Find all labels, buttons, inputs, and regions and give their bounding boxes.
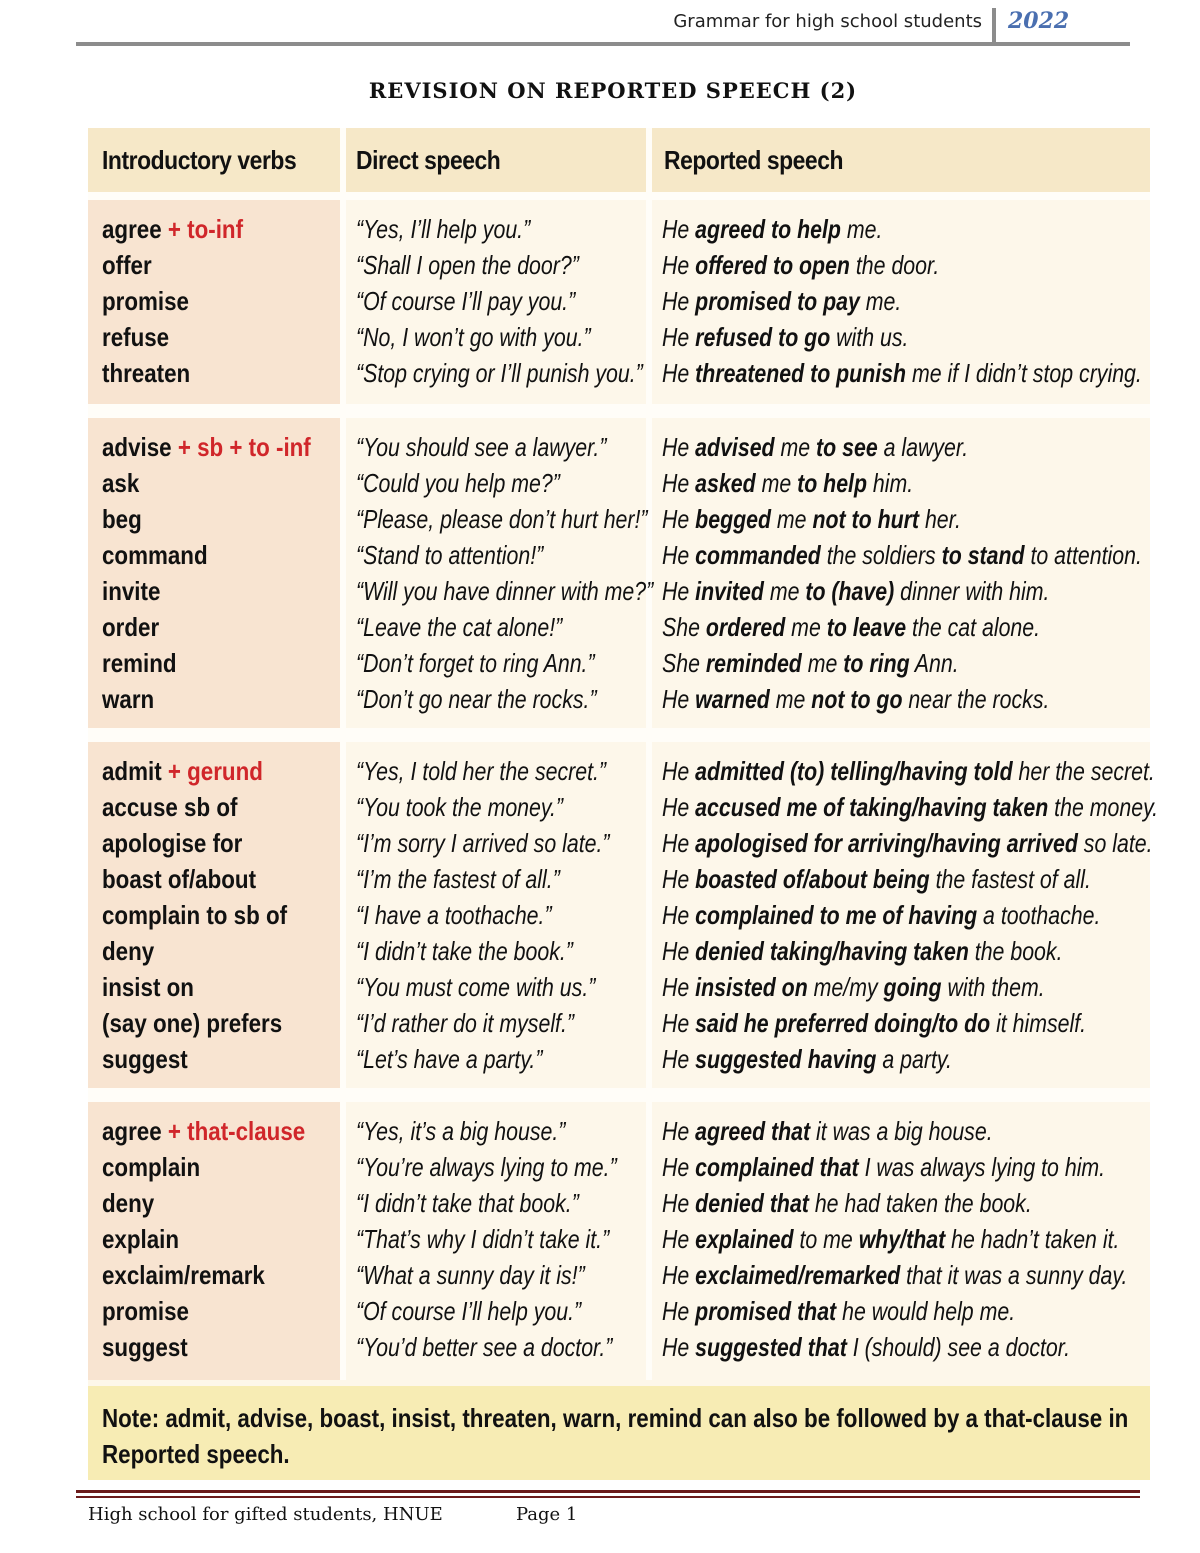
row-gap <box>88 1088 1150 1102</box>
reported-keyword: agreed to help <box>695 214 841 244</box>
reported-text: him. <box>867 468 914 498</box>
reported-text: me. <box>840 214 883 244</box>
direct-speech-cell: “You’d better see a doctor.” <box>356 1332 613 1362</box>
direct-speech-cell: “I didn’t take the book.” <box>356 936 573 966</box>
reported-text: he would help me. <box>836 1296 1016 1326</box>
reported-text: the door. <box>849 250 940 280</box>
row-gap <box>88 192 1150 200</box>
reported-text: I was always lying to him. <box>858 1152 1106 1182</box>
verb-text: apologise for <box>102 828 243 858</box>
reported-text: He <box>662 828 696 858</box>
direct-speech-cell: “Shall I open the door?” <box>356 250 579 280</box>
header-subject: Grammar for high school students <box>673 11 982 32</box>
reported-keyword: complained that <box>695 1152 859 1182</box>
verb-pattern: + to-inf <box>161 214 244 244</box>
reported-keyword: denied that <box>695 1188 809 1218</box>
reported-speech-cell <box>662 1188 1032 1224</box>
reported-speech-cell <box>662 1260 1127 1296</box>
reported-text: He <box>662 1296 696 1326</box>
verb-text: suggest <box>102 1044 188 1074</box>
reported-text: with us. <box>830 322 909 352</box>
reported-text: He <box>662 468 696 498</box>
note-line: Reported speech. <box>102 1439 290 1469</box>
footer-rule <box>76 1496 1140 1498</box>
verb-cell <box>102 468 139 504</box>
verb-cell <box>102 540 208 576</box>
verb-cell <box>102 504 142 540</box>
reported-text: He <box>662 1008 696 1038</box>
reported-text: her the secret. <box>1012 756 1155 786</box>
reported-keyword: suggested that <box>695 1332 847 1362</box>
reported-speech-cell <box>662 504 961 540</box>
reported-text: me <box>774 432 817 462</box>
footer-page-number: Page 1 <box>516 1504 578 1525</box>
verb-cell <box>102 286 189 322</box>
reported-text: He <box>662 792 696 822</box>
direct-speech-cell: “Let’s have a party.” <box>356 1044 543 1074</box>
reported-keyword: why/that <box>858 1224 946 1254</box>
reported-text: He <box>662 900 696 930</box>
direct-speech-cell: “I’m sorry I arrived so late.” <box>356 828 610 858</box>
verb-text: ask <box>102 468 140 498</box>
verb-cell <box>102 576 160 612</box>
reported-keyword: to leave <box>826 612 907 642</box>
reported-text: I (should) see a doctor. <box>846 1332 1071 1362</box>
verb-text: insist on <box>102 972 194 1002</box>
reported-keyword: invited <box>695 576 764 606</box>
reported-keyword: said he preferred doing/to do <box>695 1008 991 1038</box>
reported-text: the soldiers <box>820 540 942 570</box>
reported-text: me <box>801 648 844 678</box>
direct-speech-cell: “Could you help me?” <box>356 468 560 498</box>
direct-speech-cell: “I’m the fastest of all.” <box>356 864 560 894</box>
reported-keyword: not to go <box>811 684 903 714</box>
reported-text: me <box>785 612 827 642</box>
verb-text: warn <box>102 684 155 714</box>
reported-keyword: accused me of taking/having taken <box>695 792 1049 822</box>
reported-text: that it was a sunny day. <box>900 1260 1128 1290</box>
reported-keyword: promised that <box>695 1296 837 1326</box>
reported-text: He <box>662 1188 696 1218</box>
direct-speech-cell: “What a sunny day it is!” <box>356 1260 585 1290</box>
verb-cell <box>102 214 243 250</box>
reported-text: He <box>662 250 696 280</box>
reported-text: me <box>769 684 812 714</box>
reported-text: the book. <box>968 936 1063 966</box>
reported-text: He <box>662 432 696 462</box>
direct-speech-cell: “You’re always lying to me.” <box>356 1152 617 1182</box>
reported-text: a party. <box>876 1044 952 1074</box>
verb-text: offer <box>102 250 152 280</box>
reported-text: Ann. <box>909 648 959 678</box>
verb-cell <box>102 972 194 1008</box>
verb-text: advise <box>102 432 172 462</box>
reported-keyword: reminded <box>705 648 802 678</box>
reported-keyword: to help <box>797 468 867 498</box>
verb-text: deny <box>102 1188 155 1218</box>
verb-cell <box>102 792 237 828</box>
verb-text: explain <box>102 1224 180 1254</box>
reported-speech-cell <box>662 250 939 286</box>
verb-cell <box>102 1260 265 1296</box>
verb-cell <box>102 1044 188 1080</box>
reported-text: a toothache. <box>977 900 1101 930</box>
verb-cell <box>102 684 154 720</box>
reported-keyword: warned <box>695 684 770 714</box>
reported-text: so late. <box>1077 828 1153 858</box>
reported-text: He <box>662 756 696 786</box>
verb-cell <box>102 864 256 900</box>
direct-speech-cell: “You took the money.” <box>356 792 563 822</box>
reported-keyword: to ring <box>843 648 910 678</box>
verb-cell <box>102 828 242 864</box>
verb-cell <box>102 1188 154 1224</box>
page-title: REVISION ON REPORTED SPEECH (2) <box>368 78 858 103</box>
reported-text: the fastest of all. <box>929 864 1091 894</box>
reported-text: with them. <box>941 972 1045 1002</box>
reported-keyword: to see <box>816 432 878 462</box>
verb-text: exclaim/remark <box>102 1260 265 1290</box>
reported-text: he hadn’t taken it. <box>945 1224 1120 1254</box>
reported-keyword: admitted (to) telling/having told <box>695 756 1013 786</box>
reported-speech-cell <box>662 648 959 684</box>
reported-text: it was a big house. <box>810 1116 993 1146</box>
column-divider <box>340 128 346 1380</box>
reported-speech-cell <box>662 322 908 358</box>
reported-keyword: promised to pay <box>695 286 860 316</box>
reported-speech-cell <box>662 900 1100 936</box>
direct-speech-cell: “I didn’t take that book.” <box>356 1188 579 1218</box>
verb-text: (say one) prefers <box>102 1008 283 1038</box>
verb-cell <box>102 358 190 394</box>
reported-text: She <box>662 648 706 678</box>
reported-text: to me <box>793 1224 859 1254</box>
reported-keyword: suggested having <box>695 1044 877 1074</box>
reported-keyword: agreed that <box>695 1116 811 1146</box>
reported-speech-cell <box>662 936 1062 972</box>
reported-text: He <box>662 322 696 352</box>
verb-cell <box>102 936 154 972</box>
verb-cell <box>102 756 263 792</box>
reported-text: me <box>763 576 806 606</box>
verb-cell <box>102 1008 282 1044</box>
reported-speech-cell <box>662 756 1155 792</box>
reported-text: He <box>662 684 696 714</box>
reported-keyword: insisted on <box>695 972 808 1002</box>
reported-text: He <box>662 1044 696 1074</box>
reported-keyword: offered to open <box>695 250 850 280</box>
reported-text: me <box>755 468 798 498</box>
verb-text: suggest <box>102 1332 188 1362</box>
direct-speech-cell: “Yes, it’s a big house.” <box>356 1116 566 1146</box>
direct-speech-cell: “Leave the cat alone!” <box>356 612 563 642</box>
column-header-reported: Reported speech <box>664 145 844 175</box>
reported-speech-cell <box>662 540 1142 576</box>
reported-speech-cell <box>662 1224 1119 1260</box>
reported-keyword: complained to me of having <box>695 900 978 930</box>
reported-keyword: to (have) <box>805 576 895 606</box>
direct-speech-cell: “Please, please don’t hurt her!” <box>356 504 648 534</box>
column-divider <box>646 128 652 1380</box>
direct-speech-cell: “No, I won’t go with you.” <box>356 322 591 352</box>
reported-text: me if I didn’t stop crying. <box>906 358 1142 388</box>
direct-speech-cell: “Stand to attention!” <box>356 540 544 570</box>
verb-text: accuse sb of <box>102 792 238 822</box>
direct-speech-cell: “You must come with us.” <box>356 972 596 1002</box>
reported-keyword: commanded <box>695 540 821 570</box>
reported-speech-cell <box>662 684 1049 720</box>
verb-cell <box>102 612 159 648</box>
direct-speech-cell: “I have a toothache.” <box>356 900 552 930</box>
reported-text: He <box>662 214 696 244</box>
reported-speech-cell <box>662 864 1091 900</box>
reported-text: me. <box>859 286 902 316</box>
verb-pattern: + sb + to -inf <box>171 432 311 462</box>
direct-speech-cell: “Of course I’ll pay you.” <box>356 286 576 316</box>
header-separator <box>992 8 996 44</box>
reported-speech-cell <box>662 468 913 504</box>
verb-cell <box>102 648 177 684</box>
header-year: 2022 <box>1008 8 1070 34</box>
reported-speech-cell <box>662 792 1158 828</box>
reported-keyword: threatened to punish <box>695 358 907 388</box>
verb-cell <box>102 1332 188 1368</box>
verb-cell <box>102 1224 179 1260</box>
direct-speech-cell: “Yes, I’ll help you.” <box>356 214 531 244</box>
direct-speech-cell: “Don’t go near the rocks.” <box>356 684 597 714</box>
reported-keyword: apologised for arriving/having arrived <box>695 828 1078 858</box>
reported-text: a lawyer. <box>877 432 969 462</box>
verb-text: invite <box>102 576 161 606</box>
reported-speech-cell <box>662 1044 952 1080</box>
reported-text: He <box>662 1260 696 1290</box>
direct-speech-cell: “Yes, I told her the secret.” <box>356 756 607 786</box>
direct-speech-cell: “That’s why I didn’t take it.” <box>356 1224 610 1254</box>
verb-pattern: + gerund <box>161 756 263 786</box>
verb-text: boast of/about <box>102 864 257 894</box>
footer-rule <box>76 1490 1140 1493</box>
verb-pattern: + that-clause <box>161 1116 306 1146</box>
direct-speech-cell: “Will you have dinner with me?” <box>356 576 654 606</box>
reported-speech-cell <box>662 972 1045 1008</box>
reported-keyword: asked <box>695 468 756 498</box>
column-header-verbs: Introductory verbs <box>102 145 297 175</box>
reported-text: He <box>662 1332 696 1362</box>
reported-keyword: going <box>883 972 942 1002</box>
reported-keyword: boasted of/about being <box>695 864 930 894</box>
reported-speech-cell <box>662 1152 1105 1188</box>
reported-speech-cell <box>662 1116 993 1152</box>
reported-keyword: exclaimed/remarked <box>695 1260 901 1290</box>
reported-speech-cell <box>662 358 1142 394</box>
reported-keyword: ordered <box>705 612 786 642</box>
verb-text: complain <box>102 1152 201 1182</box>
reported-speech-cell <box>662 214 882 250</box>
reported-keyword: refused to go <box>695 322 831 352</box>
row-gap <box>88 404 1150 418</box>
reported-text: He <box>662 972 696 1002</box>
reported-text: He <box>662 936 696 966</box>
verb-text: promise <box>102 1296 189 1326</box>
reported-text: me/my <box>807 972 884 1002</box>
direct-speech-cell: “You should see a lawyer.” <box>356 432 607 462</box>
verb-text: command <box>102 540 208 570</box>
reported-speech-cell <box>662 432 968 468</box>
reported-text: her. <box>919 504 961 534</box>
direct-speech-cell: “Stop crying or I’ll punish you.” <box>356 358 643 388</box>
verb-cell <box>102 1296 189 1332</box>
verb-text: agree <box>102 214 162 244</box>
direct-speech-cell: “Don’t forget to ring Ann.” <box>356 648 595 678</box>
reported-text: dinner with him. <box>894 576 1050 606</box>
reported-keyword: not to hurt <box>812 504 920 534</box>
footer-school: High school for gifted students, HNUE <box>88 1504 443 1525</box>
reported-text: to attention. <box>1024 540 1142 570</box>
reported-keyword: advised <box>695 432 775 462</box>
reported-text: the cat alone. <box>906 612 1041 642</box>
reported-text: me <box>770 504 813 534</box>
reported-keyword: denied taking/having taken <box>695 936 969 966</box>
verb-text: threaten <box>102 358 191 388</box>
verb-text: promise <box>102 286 189 316</box>
verb-text: agree <box>102 1116 162 1146</box>
reported-speech-cell <box>662 1332 1070 1368</box>
reported-keyword: to stand <box>941 540 1025 570</box>
verb-text: order <box>102 612 160 642</box>
reported-text: it himself. <box>990 1008 1087 1038</box>
reported-text: She <box>662 612 706 642</box>
reported-speech-cell <box>662 576 1049 612</box>
verb-text: deny <box>102 936 155 966</box>
direct-speech-cell: “Of course I’ll help you.” <box>356 1296 582 1326</box>
reported-keyword: explained <box>695 1224 794 1254</box>
reported-text: he had taken the book. <box>808 1188 1032 1218</box>
reported-text: near the rocks. <box>902 684 1050 714</box>
reported-text: the money. <box>1048 792 1159 822</box>
verb-text: remind <box>102 648 177 678</box>
reported-speech-cell <box>662 828 1153 864</box>
verb-cell <box>102 1152 200 1188</box>
header-rule <box>76 42 1130 46</box>
note-line: Note: admit, advise, boast, insist, threaten, warn, remind can also be followed by a that-clause in <box>102 1403 1129 1433</box>
reported-text: He <box>662 358 696 388</box>
reported-text: He <box>662 576 696 606</box>
reported-speech-cell <box>662 1296 1015 1332</box>
reported-text: He <box>662 864 696 894</box>
reported-text: He <box>662 540 696 570</box>
verb-cell <box>102 322 169 358</box>
column-header-direct: Direct speech <box>356 145 501 175</box>
verb-cell <box>102 432 311 468</box>
row-gap <box>88 728 1150 742</box>
direct-speech-cell: “I’d rather do it myself.” <box>356 1008 575 1038</box>
reported-speech-cell <box>662 1008 1086 1044</box>
reported-keyword: begged <box>695 504 771 534</box>
reported-text: He <box>662 504 696 534</box>
verb-text: complain to sb of <box>102 900 288 930</box>
reported-text: He <box>662 1116 696 1146</box>
verb-cell <box>102 900 287 936</box>
reported-speech-cell <box>662 612 1040 648</box>
reported-text: He <box>662 1152 696 1182</box>
note-text <box>102 1400 1129 1472</box>
verb-text: admit <box>102 756 162 786</box>
reported-text: He <box>662 1224 696 1254</box>
reported-speech-cell <box>662 286 901 322</box>
reported-text: He <box>662 286 696 316</box>
page-header <box>0 8 1200 38</box>
verb-text: refuse <box>102 322 170 352</box>
verb-cell <box>102 1116 305 1152</box>
verb-cell <box>102 250 152 286</box>
verb-text: beg <box>102 504 142 534</box>
